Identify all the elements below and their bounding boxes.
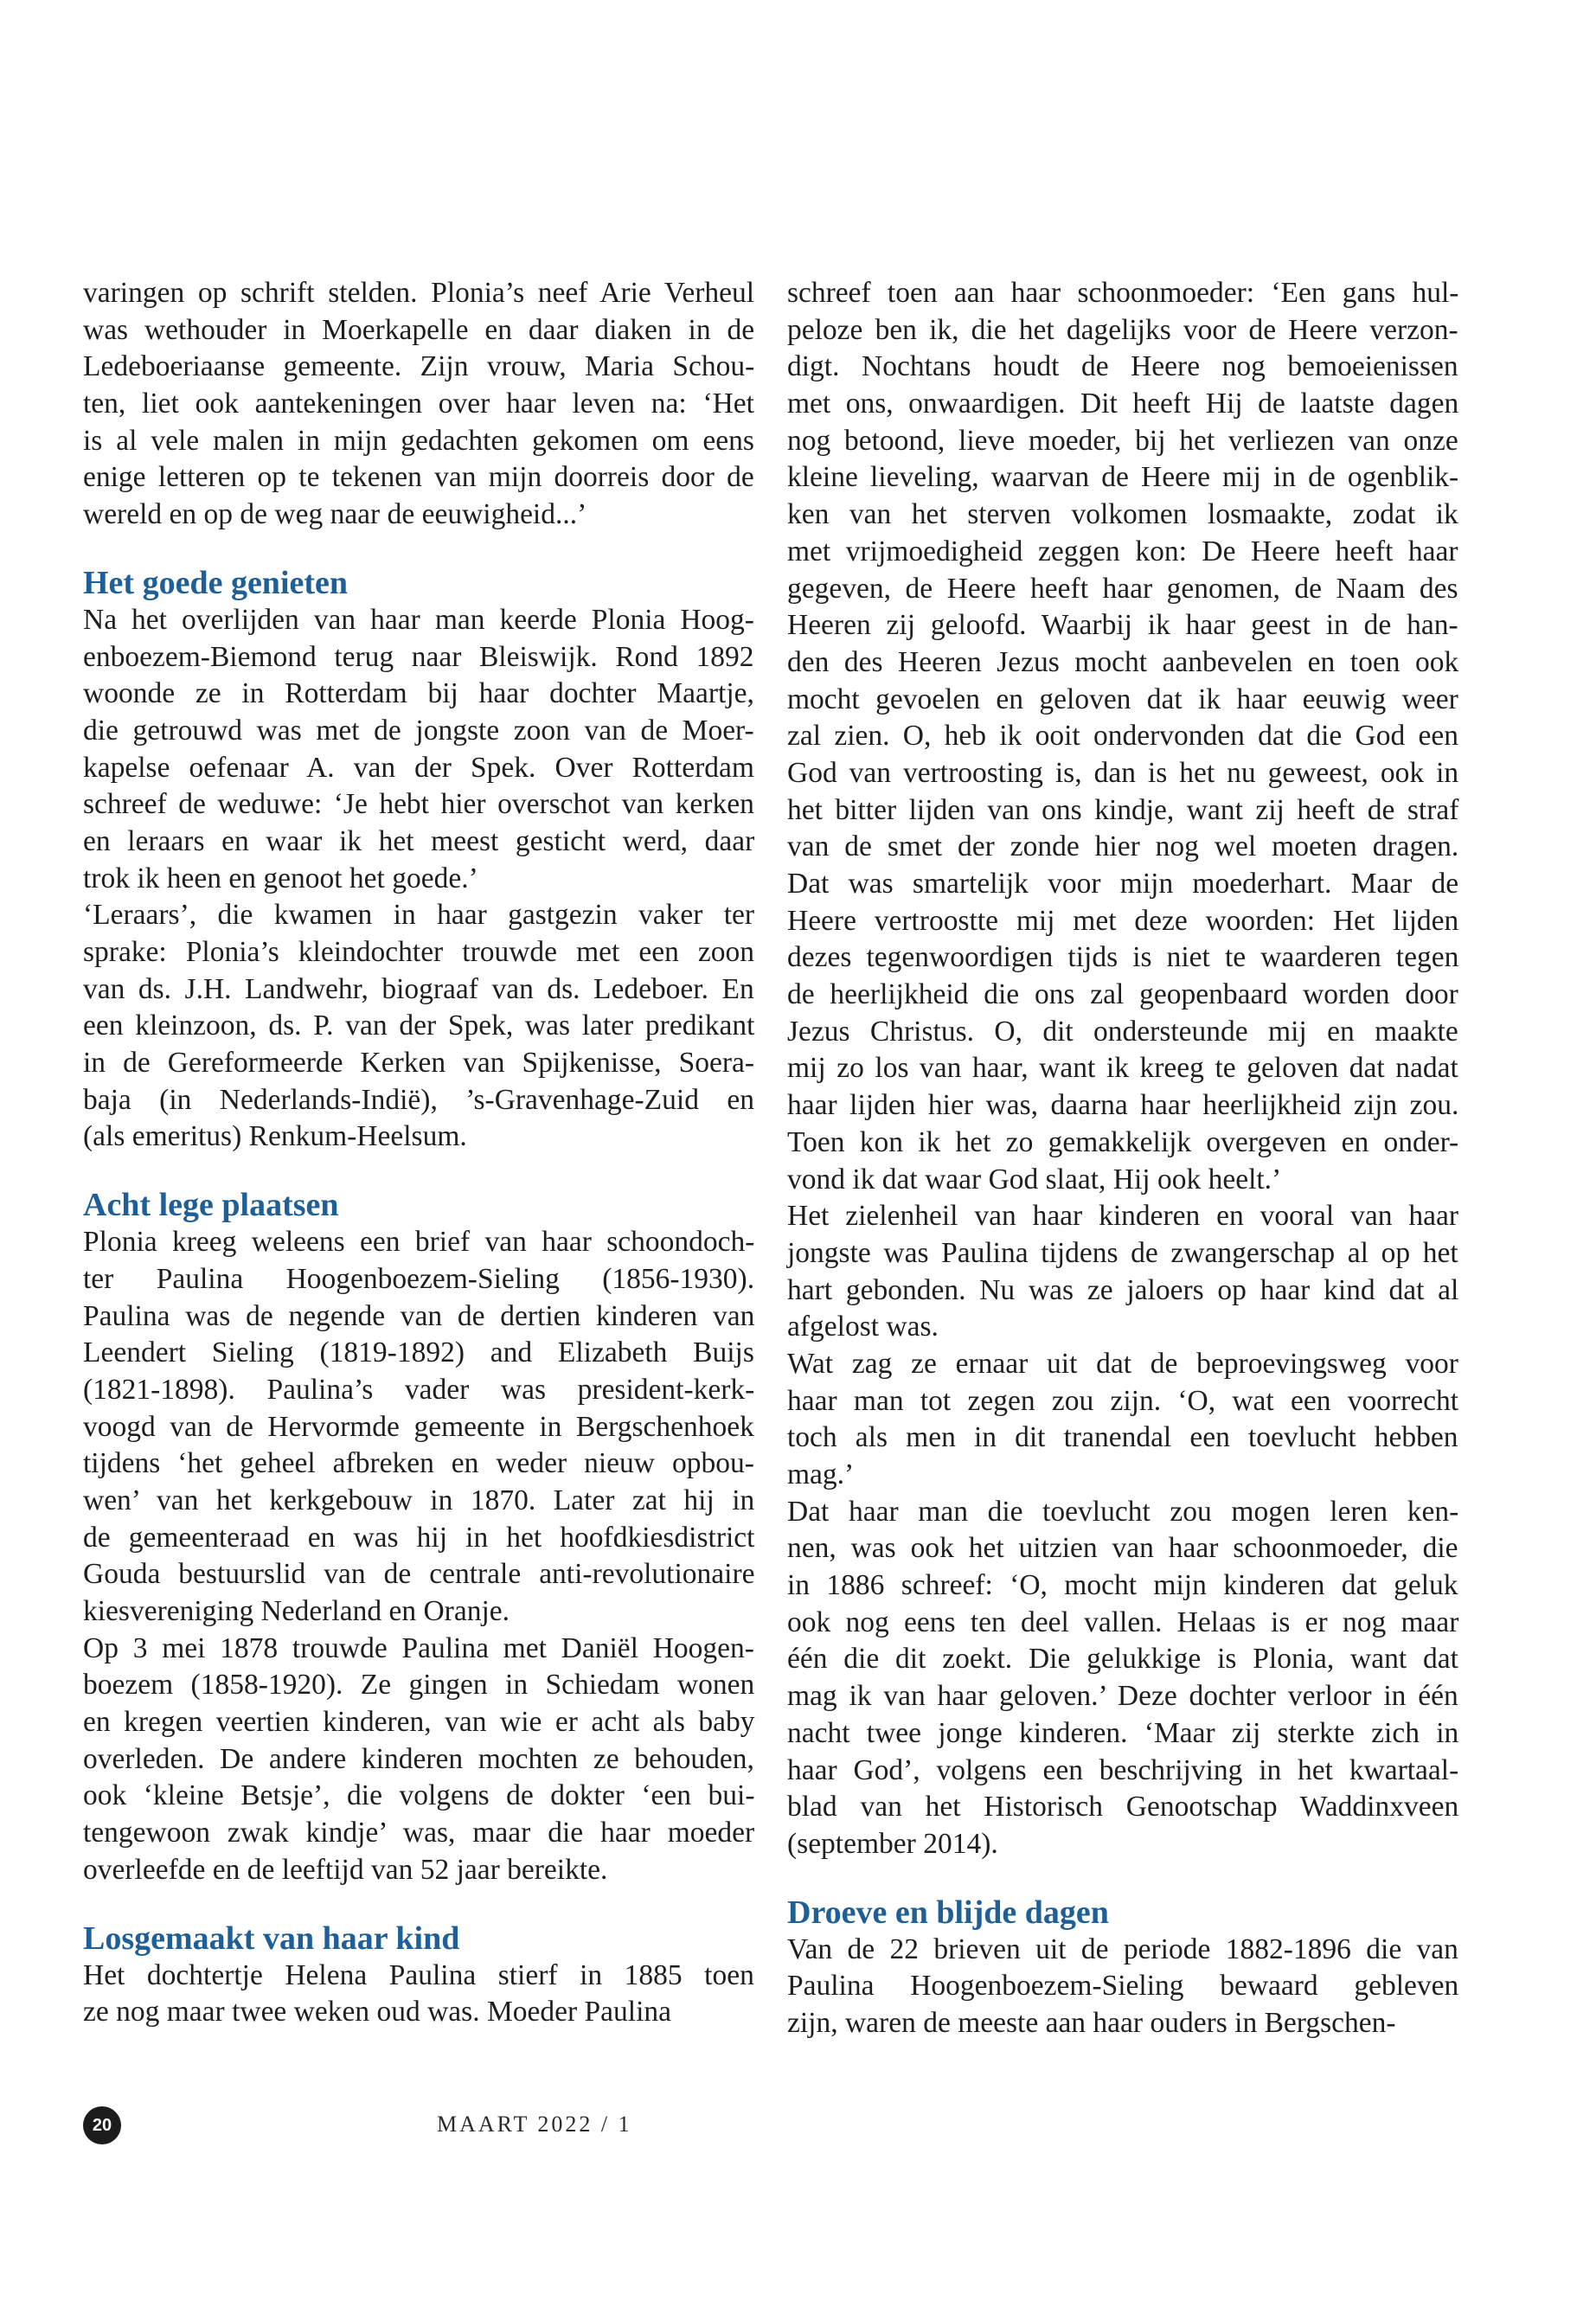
paragraph-line: blad van het Historisch Genootschap Waddinxveen <box>787 1791 1459 1823</box>
paragraph-line: wen’ van het kerkgebouw in 1870. Later zat hij in <box>83 1484 755 1516</box>
paragraph-line: enboezem-Biemond terug naar Bleiswijk. Rond 1892 <box>83 640 754 673</box>
paragraph-line: den des Heeren Jezus mocht aanbevelen en toen ook <box>787 645 1459 678</box>
paragraph-line: mag.’ <box>787 1458 855 1490</box>
paragraph-line: haar man tot zegen zou zijn. ‘O, wat een voorrecht <box>787 1384 1459 1417</box>
paragraph-line: een kleinzoon, ds. P. van der Spek, was later predikant <box>83 1009 755 1042</box>
paragraph-line: de gemeenteraad en was hij in het hoofdkiesdistrict <box>83 1521 755 1554</box>
paragraph-line: van de smet der zonde hier nog wel moeten dragen. <box>787 830 1459 863</box>
paragraph-line: in 1886 schreef: ‘O, mocht mijn kinderen dat geluk <box>787 1569 1458 1602</box>
paragraph-line: toch als men in dit tranendal een toevlucht hebben <box>787 1421 1458 1454</box>
paragraph-line: kapelse oefenaar A. van der Spek. Over Rotterdam <box>83 751 754 784</box>
paragraph-line: ten, liet ook aantekeningen over haar leven na: ‘Het <box>83 388 754 420</box>
paragraph-line: (1821-1898). Paulina’s vader was president-kerk- <box>83 1373 755 1406</box>
section-heading: Acht lege plaatsen <box>83 1187 339 1224</box>
paragraph-line: enige letteren op te tekenen van mijn doorreis door de <box>83 461 754 494</box>
paragraph-line: digt. Nochtans houdt de Heere nog bemoeienissen <box>787 350 1458 383</box>
section-heading: Het goede genieten <box>83 564 349 601</box>
paragraph-line: wereld en op de weg naar de eeuwigheid...’ <box>83 498 587 531</box>
section-heading: Losgemaakt van haar kind <box>83 1920 460 1957</box>
paragraph-line: mij zo los van haar, want ik kreeg te geloven dat nadat <box>787 1052 1458 1085</box>
paragraph-line: vond ik dat waar God slaat, Hij ook heelt.’ <box>787 1163 1282 1195</box>
paragraph-line: ook nog eens ten deel vallen. Helaas is er nog maar <box>787 1606 1459 1638</box>
paragraph-line: ze nog maar twee weken oud was. Moeder Paulina <box>83 1996 671 2029</box>
left-spacer <box>83 1889 754 1920</box>
paragraph-line: tijdens ‘het geheel afbreken en weder nieuw opbou- <box>83 1447 754 1480</box>
paragraph-line: overleden. De andere kinderen mochten ze behouden, <box>83 1742 754 1775</box>
paragraph-line: ken van het sterven volkomen losmaakte, zodat ik <box>787 498 1458 531</box>
paragraph-line: en leraars en waar ik het meest gesticht werd, daar <box>83 824 755 857</box>
paragraph-line: Paulina Hoogenboezem-Sieling bewaard gebleven <box>787 1970 1459 2003</box>
paragraph-line: nog betoond, lieve moeder, bij het verliezen van onze <box>787 424 1458 457</box>
paragraph-line: kleine lieveling, waarvan de Heere mij in de ogenblik- <box>787 461 1459 494</box>
paragraph-line: haar God’, volgens een beschrijving in het kwartaal- <box>787 1753 1459 1786</box>
paragraph-line: in de Gereformeerde Kerken van Spijkenisse, Soera- <box>83 1047 755 1080</box>
paragraph-line: voogd van de Hervormde gemeente in Bergschenhoek <box>83 1410 754 1443</box>
paragraph-line: Paulina was de negende van de dertien kinderen van <box>83 1299 755 1332</box>
section-heading: Droeve en blijde dagen <box>787 1894 1109 1931</box>
paragraph-line: Leendert Sieling (1819-1892) and Elizabeth Buijs <box>83 1336 754 1369</box>
paragraph-line: ‘Leraars’, die kwamen in haar gastgezin vaker ter <box>83 899 755 932</box>
paragraph-line: zal zien. O, heb ik ooit ondervonden dat die God een <box>787 720 1459 753</box>
paragraph-line: mocht gevoelen en geloven dat ik haar eeuwig weer <box>787 683 1458 715</box>
page-number-badge: 20 <box>83 2106 121 2144</box>
paragraph-line: Van de 22 brieven uit de periode 1882-1896 die van <box>787 1932 1458 1965</box>
left-spacer <box>83 1156 754 1186</box>
paragraph-line: haar lijden hier was, daarna haar heerlijkheid zijn zou. <box>787 1089 1459 1122</box>
paragraph-line: mag ik van haar geloven.’ Deze dochter verloor in één <box>787 1680 1458 1713</box>
paragraph-line: zijn, waren de meeste aan haar ouders in Bergschen- <box>787 2006 1396 2039</box>
paragraph-line: afgelost was. <box>787 1311 939 1343</box>
paragraph-line: het bitter lijden van ons kindje, want zij heeft de straf <box>787 793 1459 826</box>
paragraph-line: baja (in Nederlands-Indië), ’s-Gravenhage-Zuid en <box>83 1083 754 1116</box>
paragraph-line: is al vele malen in mijn gedachten gekomen om eens <box>83 424 754 457</box>
paragraph-line: Het zielenheil van haar kinderen en vooral van haar <box>787 1200 1459 1233</box>
paragraph-line: peloze ben ik, die het dagelijks voor de Heere verzon- <box>787 313 1458 346</box>
paragraph-line: overleefde en de leeftijd van 52 jaar bereikte. <box>83 1853 608 1886</box>
paragraph-line: Jezus Christus. O, dit ondersteunde mij en maakte <box>787 1015 1458 1048</box>
paragraph-line: met ons, onwaardigen. Dit heeft Hij de laatste dagen <box>787 388 1459 420</box>
paragraph-line: Ledeboeriaanse gemeente. Zijn vrouw, Maria Schou- <box>83 350 755 383</box>
paragraph-line: en kregen veertien kinderen, van wie er acht als baby <box>83 1706 755 1739</box>
paragraph-line: woonde ze in Rotterdam bij haar dochter Maartje, <box>83 677 754 710</box>
paragraph-line: varingen op schrift stelden. Plonia’s neef Arie Verheul <box>83 277 755 309</box>
paragraph-line: nen, was ook het uitzien van haar schoonmoeder, die <box>787 1532 1458 1565</box>
paragraph-line: Heeren zij geloofd. Waarbij ik haar geest in de han- <box>787 609 1458 642</box>
paragraph-line: schreef de weduwe: ‘Je hebt hier overschot van kerken <box>83 788 754 821</box>
paragraph-line: Wat zag ze ernaar uit dat de beproevingsweg voor <box>787 1347 1458 1380</box>
right-spacer <box>787 1863 1458 1894</box>
paragraph-line: die getrouwd was met de jongste zoon van de Moer- <box>83 714 754 747</box>
paragraph-line: hart gebonden. Nu was ze jaloers op haar kind dat al <box>787 1273 1459 1306</box>
paragraph-line: Heere vertroostte mij met deze woorden: Het lijden <box>787 904 1459 937</box>
paragraph-line: (als emeritus) Renkum-Heelsum. <box>83 1120 467 1153</box>
paragraph-line: schreef toen aan haar schoonmoeder: ‘Een gans hul- <box>787 277 1459 309</box>
paragraph-line: van ds. J.H. Landwehr, biograaf van ds. Ledeboer. En <box>83 972 754 1005</box>
paragraph-line: gegeven, de Heere heeft haar genomen, de Naam des <box>787 572 1458 605</box>
paragraph-line: God van vertroosting is, dan is het nu geweest, ook in <box>787 756 1459 789</box>
left-column <box>83 275 754 2031</box>
paragraph-line: boezem (1858-1920). Ze gingen in Schiedam wonen <box>83 1669 755 1702</box>
paragraph-line: was wethouder in Moerkapelle en daar diaken in de <box>83 313 755 346</box>
paragraph-line: met vrijmoedigheid zeggen kon: De Heere heeft haar <box>787 535 1458 567</box>
paragraph-line: Na het overlijden van haar man keerde Plonia Hoog- <box>83 603 754 636</box>
left-spacer <box>83 534 754 564</box>
paragraph-line: Dat haar man die toevlucht zou mogen leren ken- <box>787 1495 1459 1528</box>
page-footer <box>0 2106 1596 2150</box>
paragraph-line: Op 3 mei 1878 trouwde Paulina met Daniël Hoogen- <box>83 1631 754 1664</box>
paragraph-line: Dat was smartelijk voor mijn moederhart. Maar de <box>787 868 1459 900</box>
paragraph-line: trok ik heen en genoot het goede.’ <box>83 862 478 894</box>
paragraph-line: Plonia kreeg weleens een brief van haar schoondoch- <box>83 1226 755 1259</box>
paragraph-line: sprake: Plonia’s kleindochter trouwde met een zoon <box>83 936 754 968</box>
paragraph-line: (september 2014). <box>787 1827 998 1860</box>
paragraph-line: ter Paulina Hoogenboezem-Sieling (1856-1930). <box>83 1262 755 1295</box>
paragraph-line: de heerlijkheid die ons zal geopenbaard worden door <box>787 978 1458 1011</box>
paragraph-line: jongste was Paulina tijdens de zwangerschap al op het <box>787 1236 1458 1269</box>
paragraph-line: Toen kon ik het zo gemakkelijk overgeven en onder- <box>787 1125 1459 1158</box>
paragraph-line: Het dochtertje Helena Paulina stierf in 1885 toen <box>83 1958 754 1991</box>
paragraph-line: één die dit zoekt. Die gelukkige is Plonia, want dat <box>787 1643 1458 1676</box>
paragraph-line: tengewoon zwak kindje’ was, maar die haar moeder <box>83 1817 755 1849</box>
paragraph-line: kiesvereniging Nederland en Oranje. <box>83 1595 510 1627</box>
right-column <box>787 275 1458 2042</box>
paragraph-line: nacht twee jonge kinderen. ‘Maar zij sterkte zich in <box>787 1716 1459 1749</box>
paragraph-line: ook ‘kleine Betsje’, die volgens de dokter ‘een bui- <box>83 1779 755 1812</box>
paragraph-line: Gouda bestuurslid van de centrale anti-revolutionaire <box>83 1558 755 1591</box>
issue-label: MAART 2022 / 1 <box>437 2112 632 2137</box>
paragraph-line: dezes tegenwoordigen tijds is niet te waarderen tegen <box>787 941 1459 974</box>
